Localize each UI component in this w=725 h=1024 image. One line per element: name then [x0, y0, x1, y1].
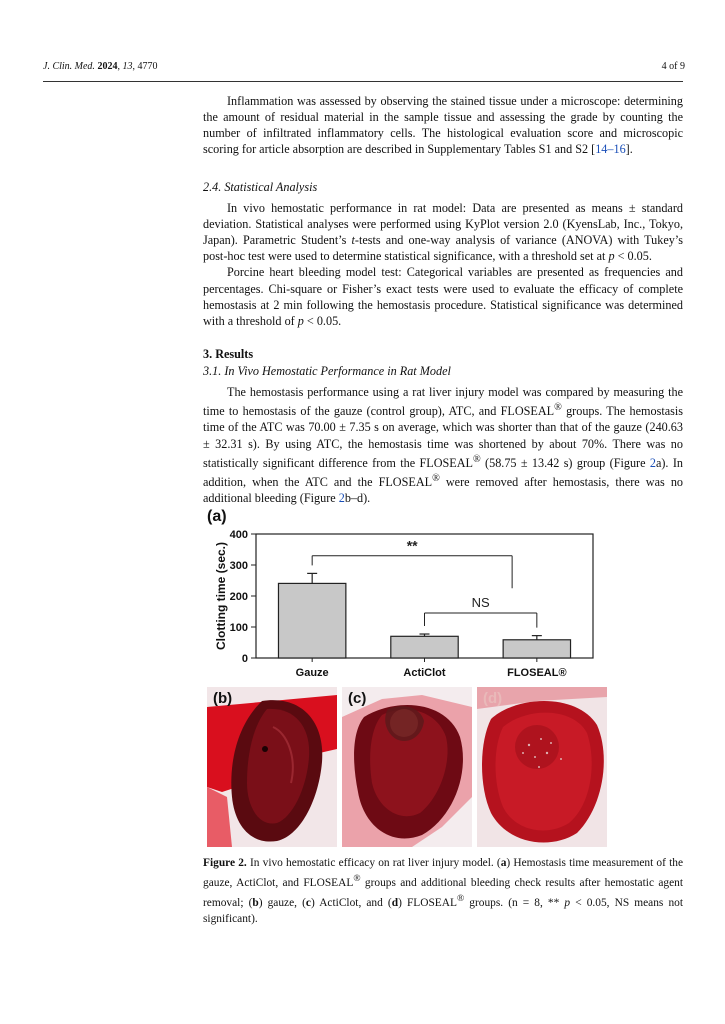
journal-year: 2024 — [97, 61, 118, 72]
bar — [391, 636, 458, 658]
paragraph-text: b–d). — [344, 490, 371, 505]
paragraph-text: < 0.05. — [614, 249, 652, 264]
section-heading-3-1: 3.1. In Vivo Hemostatic Performance in Rat Model — [203, 364, 451, 379]
caption-text: groups. (n = 8, ** — [464, 896, 565, 909]
photo-gauze — [207, 687, 337, 847]
y-tick-label: 0 — [241, 653, 248, 665]
caption-text: ) Hemostasis time measurement of the gauze, ActiClot, and FLOSEAL — [203, 857, 683, 889]
caption-panel-d: d — [391, 896, 399, 909]
paragraph-text: < 0.05. — [303, 313, 342, 328]
caption-label: Figure 2. — [203, 857, 247, 869]
registered-mark: ® — [432, 472, 440, 484]
paragraph-text: were removed after hemostasis, there was no additional bleeding (Figure — [203, 474, 684, 505]
paragraph-text: groups. The hemostasis time of the ATC was 70.00 ± 7.35 s on average, which was shorter than that of the gauze (240.63 ± 32.31 s). By using ATC, the hemostasis time was shortened by about 70%. There was no statistically significant difference from the FLOSEAL — [203, 404, 683, 470]
photo-floseal — [477, 687, 607, 847]
y-axis-label: Clotting time (sec.) — [214, 541, 228, 651]
italic-p: p — [564, 896, 571, 909]
significance-label: ** — [406, 537, 418, 554]
caption-text: groups and additional bleeding check results after hemostatic agent removal; ( — [203, 876, 684, 909]
paragraph-inflammation — [203, 93, 683, 157]
paragraph-results — [203, 384, 683, 506]
figure-link[interactable]: 2 — [338, 490, 345, 505]
y-tick-label: 300 — [229, 560, 248, 572]
y-tick-label: 100 — [229, 622, 248, 634]
paragraph-text: Inflammation was assessed by observing the stained tissue under a microscope: determining the amount of residual material in the sample tissue and assessing the grade by counting the number of infiltrated inflammatory cells. The histological evaluation score and microscopic scoring for article absorption are described in Supplementary Tables S1 and S2 [ — [203, 94, 683, 157]
paragraph-text: In vivo hemostatic performance in rat model: Data are presented as means ± standard deviation. Statistical analyses were performed using KyPlot version 2.0 (KyensLab, Inc., Tokyo, Japan). Parametric Student’s — [203, 201, 683, 248]
caption-text: < 0.05, NS means not significant). — [203, 896, 683, 925]
paragraph-text: (58.75 ± 13.42 s) group (Figure — [480, 455, 650, 470]
journal-name: J. Clin. Med. — [43, 61, 95, 72]
figure-caption — [203, 855, 683, 927]
caption-text: ) gauze, ( — [258, 896, 306, 909]
panel-c-label: (c) — [348, 690, 367, 707]
figure-2 — [203, 506, 683, 846]
header-rule — [43, 81, 683, 82]
paragraph-text: -tests and one-way analysis of variance (ANOVA) with Tukey’s post-hoc test were used to determine statistical significance, with a threshold set at — [203, 233, 683, 264]
figure-link[interactable]: 2 — [649, 455, 656, 470]
bar — [278, 583, 345, 658]
section-heading-2-4: 2.4. Statistical Analysis — [203, 180, 318, 194]
paragraph-text: Porcine heart bleeding model test: Categorical variables are presented as frequencies and percentages. Chi-square or Fisher’s exact tests were used to evaluate the efficacy of complete hemostasis at 2 min following the hemostasis procedure. Statistical significance was determined with a threshold of — [203, 265, 683, 328]
running-header: J. Clin. Med. 2024, 13, 4770 — [43, 61, 158, 72]
caption-panel-c: c — [305, 896, 311, 909]
bar — [503, 640, 570, 658]
section-heading-3: 3. Results — [203, 347, 254, 361]
panel-a-label: (a) — [207, 508, 227, 525]
text-block-top — [203, 93, 683, 157]
photo-acticlot — [342, 687, 472, 847]
panel-d-label: (d) — [483, 690, 503, 707]
registered-mark: ® — [353, 874, 361, 885]
citation-link[interactable]: 14–16 — [595, 142, 626, 157]
y-tick-label: 400 — [229, 529, 248, 541]
italic-p: p — [608, 249, 615, 264]
registered-mark: ® — [472, 453, 481, 465]
caption-text: ) ActiClot, and ( — [310, 896, 392, 909]
text-block-results — [203, 346, 683, 506]
caption-text: ) FLOSEAL — [398, 896, 457, 909]
paragraph-stats-rat — [203, 200, 683, 264]
text-block-stats — [203, 179, 683, 329]
paragraph-text: The hemostasis performance using a rat liver injury model was compared by measuring the time to hemostasis of the gauze (control group), ATC, and FLOSEAL — [203, 385, 683, 419]
registered-mark: ® — [456, 893, 465, 904]
paragraph-stats-porcine — [203, 264, 683, 328]
journal-volume: 13 — [122, 61, 133, 72]
x-tick-label: Gauze — [295, 667, 329, 679]
page-number: 4 of 9 — [661, 61, 685, 72]
italic-t: t — [351, 233, 355, 248]
clotting-time-chart — [203, 506, 683, 684]
caption-text: In vivo hemostatic efficacy on rat liver injury model. ( — [246, 857, 501, 869]
registered-mark: ® — [554, 402, 562, 414]
caption-panel-b: b — [252, 896, 259, 909]
caption-panel-a: a — [500, 857, 507, 869]
panel-b-label: (b) — [213, 690, 233, 707]
paragraph-text: a). In addition, when the ATC and the FLOSEAL — [203, 455, 683, 489]
x-tick-label: ActiClot — [403, 667, 446, 679]
y-tick-label: 200 — [229, 591, 248, 603]
article-number: 4770 — [137, 61, 158, 72]
paragraph-text-end: ]. — [625, 142, 633, 157]
ns-label: NS — [471, 595, 490, 611]
x-tick-label: FLOSEAL® — [507, 667, 567, 679]
italic-p: p — [297, 313, 304, 328]
